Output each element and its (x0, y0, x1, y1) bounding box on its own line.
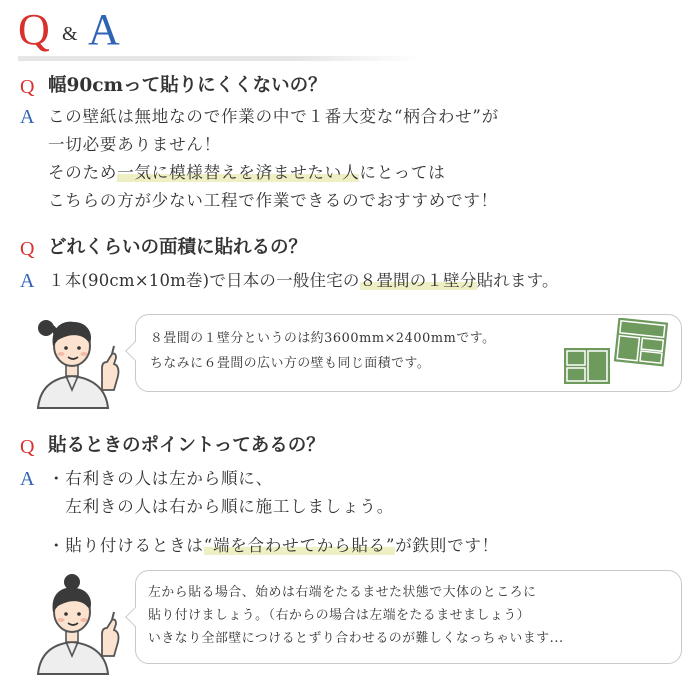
answer-2-prefix: １本(90cm×10m巻)で日本の一般住宅の (48, 271, 360, 290)
bubble-2-line-1: 左から貼る場合、始めは右端をたるませた状態で大体のところに (148, 585, 537, 600)
tatami-mat-illustration (560, 318, 672, 388)
question-2-mark: Q (20, 238, 35, 260)
question-1-mark: Q (20, 76, 35, 98)
answer-2-suffix: 貼れます。 (476, 271, 559, 290)
answer-1-line-3 (48, 162, 446, 184)
woman-pointing-illustration-1 (28, 306, 132, 410)
answer-3-line-1: ・右利きの人は左から順に、 (48, 469, 273, 488)
answer-3-point (48, 535, 499, 557)
answer-1-line-3-pre: そのため (48, 163, 118, 182)
question-3-mark: Q (20, 436, 35, 458)
answer-1-line-4: こちらの方が少ない工程で作業できるのでおすすめです！ (48, 191, 498, 210)
answer-2-text (48, 270, 559, 292)
bubble-2-line-3: いきなり全部壁につけるとずり合わせるのが難しくなっちゃいます... (148, 631, 564, 646)
answer-1-mark: A (20, 106, 35, 128)
bubble-1-line-1: ８畳間の１壁分というのは約3600mm×2400mmです。 (150, 331, 496, 346)
answer-3-point-suffix: が鉄則です！ (395, 536, 499, 555)
bubble-1-line-2: ちなみに６畳間の広い方の壁も同じ面積です。 (150, 356, 431, 371)
answer-2-mark: A (20, 270, 35, 292)
answer-3-line-2: 左利きの人は右から順に施工しましょう。 (48, 497, 394, 516)
question-2-text: どれくらいの面積に貼れるの？ (48, 237, 308, 258)
answer-1-highlight: 一気に模様替えを済ませたい人 (117, 163, 360, 182)
answer-2-highlight: ８畳間の１壁分 (359, 271, 477, 290)
header-underline (18, 56, 418, 61)
question-1-text: 幅90cmって貼りにくくないの？ (48, 75, 327, 96)
bubble-2-line-2: 貼り付けましょう。（右からの場合は左端をたるませましょう） (148, 608, 531, 623)
header-a-letter: A (88, 5, 120, 54)
header-q-letter: Q (18, 5, 50, 54)
answer-3-mark: A (20, 468, 35, 490)
answer-3-point-prefix: ・貼り付けるときは (48, 536, 204, 555)
answer-1-line-2: 一切必要ありません！ (48, 135, 221, 154)
question-3-text: 貼るときのポイントってあるの？ (48, 435, 325, 456)
answer-3-point-highlight: “端を合わせてから貼る” (203, 536, 396, 555)
answer-1-line-1: この壁紙は無地なので作業の中で１番大変な“柄合わせ”が (48, 107, 499, 126)
woman-pointing-illustration-2 (28, 572, 132, 676)
header-ampersand: & (62, 23, 78, 45)
answer-1-line-3-post: にとっては (359, 163, 446, 182)
